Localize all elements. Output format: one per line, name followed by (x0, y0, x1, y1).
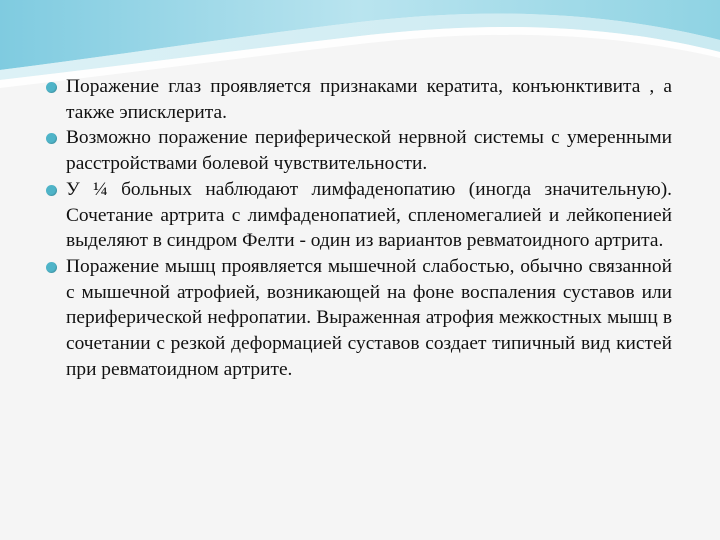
bullet-dot-icon (46, 133, 57, 144)
bullet-list (44, 74, 672, 382)
bullet-text: У ¼ больных наблюдают лимфаденопатию (иногда значительную). Сочетание артрита с лимфаденопатией, спленомегалией и лейкопенией выделяют в синдром Фелти - один из вариантов ревматоидного артрита. (66, 178, 672, 252)
bullet-item (44, 177, 672, 254)
bullet-dot-icon (46, 262, 57, 273)
bullet-text: Поражение мышц проявляется мышечной слабостью, обычно связанной с мышечной атрофией, возникающей на фоне воспаления суставов или периферической нефропатии. Выраженная атрофия межкостных мышц в сочетании с резкой деформацией суставов создает типичный вид кистей при ревматоидном артрите. (66, 255, 672, 380)
bullet-dot-icon (46, 82, 57, 93)
bullet-text: Возможно поражение периферической нервной системы с умеренными расстройствами болевой чувствительности. (66, 127, 672, 175)
bullet-dot-icon (46, 185, 57, 196)
bullet-item (44, 254, 672, 383)
content-area (44, 74, 672, 382)
bullet-item (44, 125, 672, 176)
bullet-item (44, 74, 672, 125)
bullet-text: Поражение глаз проявляется признаками кератита, конъюнктивита , а также эписклерита. (66, 76, 672, 123)
